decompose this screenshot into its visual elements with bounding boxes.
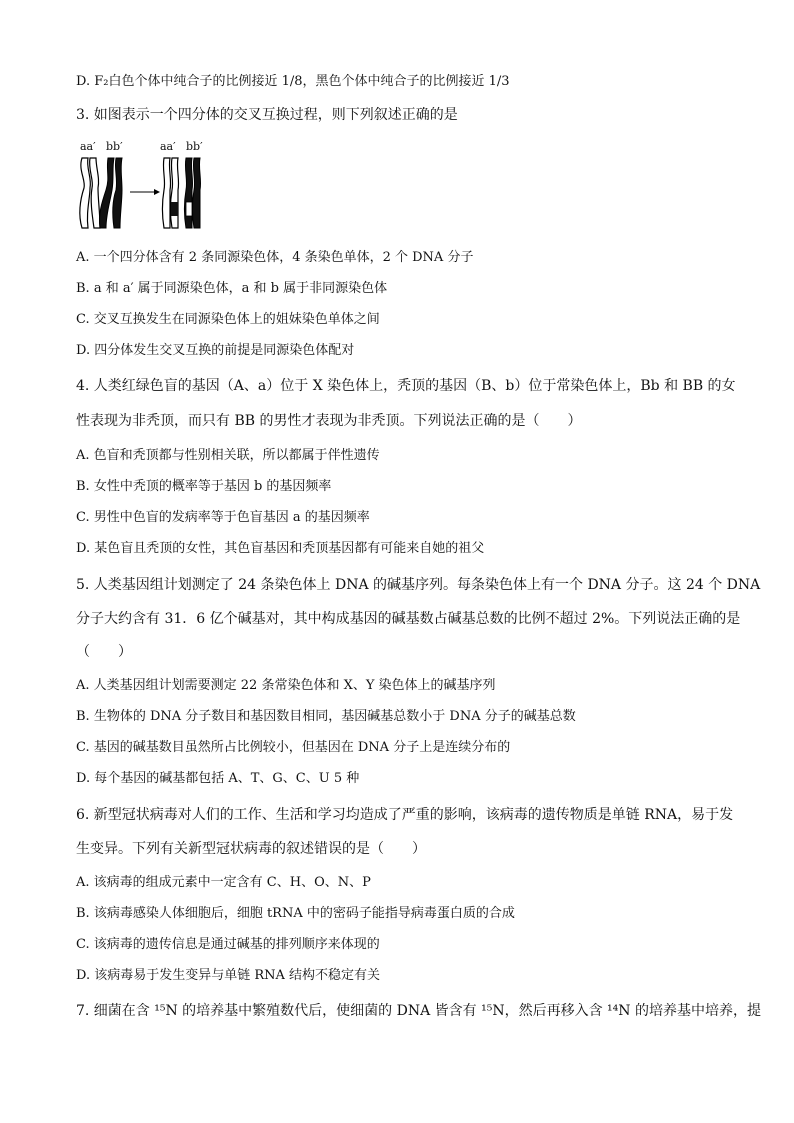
- q2-option-d: D. F₂白色个体中纯合子的比例接近 1/8，黑色个体中纯合子的比例接近 1/3: [76, 74, 510, 89]
- right-black-chromatid-2: [193, 158, 201, 228]
- q4-option-c: C. 男性中色盲的发病率等于色盲基因 a 的基因频率: [76, 510, 370, 525]
- figure-label-bb-left: bb′: [106, 140, 123, 153]
- tetrad-crossover-figure: [72, 140, 222, 232]
- q3-option-b: B. a 和 a′ 属于同源染色体，a 和 b 属于非同源染色体: [76, 281, 388, 296]
- left-black-chromatid-2: [113, 158, 122, 228]
- question-5-stem-line-1: 5. 人类基因组计划测定了 24 条染色体上 DNA 的碱基序列。每条染色体上有一个 DNA 分子。这 24 个 DNA: [76, 577, 761, 593]
- q3-option-c: C. 交叉互换发生在同源染色体上的姐妹染色单体之间: [76, 312, 380, 327]
- chromosome-drawing: [72, 140, 222, 232]
- q4-option-b: B. 女性中秃顶的概率等于基因 b 的基因频率: [76, 479, 332, 494]
- q3-option-a: A. 一个四分体含有 2 条同源染色体，4 条染色单体，2 个 DNA 分子: [76, 250, 474, 265]
- question-6-stem-line-2: 生变异。下列有关新型冠状病毒的叙述错误的是（ ）: [76, 841, 426, 857]
- right-white-crossover-segment: [171, 202, 178, 216]
- q6-option-d: D. 该病毒易于发生变异与单链 RNA 结构不稳定有关: [76, 968, 381, 983]
- question-4-stem-line-2: 性表现为非秃顶，而只有 BB 的男性才表现为非秃顶。下列说法正确的是（ ）: [76, 413, 582, 429]
- question-4-stem-line-1: 4. 人类红绿色盲的基因（A、a）位于 X 染色体上，秃顶的基因（B、b）位于常染色体上，Bb 和 BB 的女: [76, 378, 736, 394]
- q3-option-d: D. 四分体发生交叉互换的前提是同源染色体配对: [76, 343, 355, 358]
- q4-option-d: D. 某色盲且秃顶的女性，其色盲基因和秃顶基因都有可能来自她的祖父: [76, 541, 485, 556]
- arrow-head-icon: [154, 189, 160, 195]
- q6-option-b: B. 该病毒感染人体细胞后，细胞 tRNA 中的密码子能指导病毒蛋白质的合成: [76, 906, 515, 921]
- q5-option-a: A. 人类基因组计划需要测定 22 条常染色体和 X、Y 染色体上的碱基序列: [76, 678, 496, 693]
- left-black-chromatid-1: [99, 158, 114, 228]
- right-white-chromatid-2: [171, 158, 179, 228]
- left-white-chromatid-1: [80, 158, 91, 228]
- figure-label-bb-right: bb′: [186, 140, 203, 153]
- q5-option-b: B. 生物体的 DNA 分子数目和基因数目相同，基因碱基总数小于 DNA 分子的碱基总数: [76, 709, 576, 724]
- question-6-stem-line-1: 6. 新型冠状病毒对人们的工作、生活和学习均造成了严重的影响，该病毒的遗传物质是单链 RNA，易于发: [76, 807, 734, 823]
- figure-label-aa-left: aa′: [80, 140, 96, 153]
- q6-option-c: C. 该病毒的遗传信息是通过碱基的排列顺序来体现的: [76, 937, 380, 952]
- figure-label-aa-right: aa′: [160, 140, 176, 153]
- question-3-stem: 3. 如图表示一个四分体的交叉互换过程，则下列叙述正确的是: [76, 107, 458, 123]
- question-7-stem-line-1: 7. 细菌在含 ¹⁵N 的培养基中繁殖数代后，使细菌的 DNA 皆含有 ¹⁵N，然后再移入含 ¹⁴N 的培养基中培养，提: [76, 1003, 761, 1019]
- q4-option-a: A. 色盲和秃顶都与性别相关联，所以都属于伴性遗传: [76, 448, 380, 463]
- question-5-stem-line-3: （ ）: [76, 644, 132, 660]
- q6-option-a: A. 该病毒的组成元素中一定含有 C、H、O、N、P: [76, 875, 371, 890]
- q5-option-d: D. 每个基因的碱基都包括 A、T、G、C、U 5 种: [76, 771, 360, 786]
- left-white-chromatid-2: [90, 158, 100, 228]
- question-5-stem-line-2: 分子大约含有 31．6 亿个碱基对，其中构成基因的碱基数占碱基总数的比例不超过 2%。下列说法正确的是: [76, 611, 741, 627]
- right-white-chromatid-1: [163, 158, 171, 228]
- right-black-chromatid-1: [185, 158, 193, 228]
- q5-option-c: C. 基因的碱基数目虽然所占比例较小，但基因在 DNA 分子上是连续分布的: [76, 740, 511, 755]
- right-black-crossover-segment: [186, 202, 192, 216]
